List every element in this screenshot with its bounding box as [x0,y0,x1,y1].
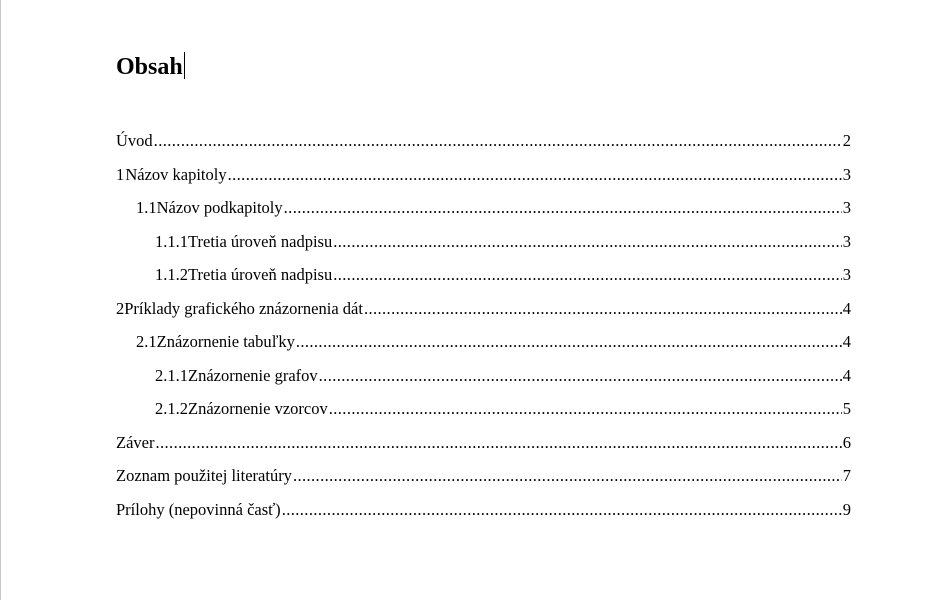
toc-entry[interactable] [116,131,851,165]
toc-entry-page: 4 [842,332,851,351]
toc-entry-title: Znázornenie tabuľky [156,332,295,351]
toc-entry[interactable] [116,366,851,400]
toc-entry[interactable] [116,433,851,467]
toc-entry[interactable] [116,332,851,366]
toc-heading[interactable] [116,51,185,83]
dot-leader [293,466,842,486]
dot-leader [296,332,842,352]
toc-entry-number: 1.1.1 [155,231,188,251]
toc-entry-number: 1 [116,164,125,184]
toc-entry-page: 6 [842,432,851,452]
toc-entry-number: 2.1.2 [155,399,188,418]
toc-entry-page: 2 [842,131,851,150]
toc-entry-title: Záver [116,432,155,452]
dot-leader [333,232,842,252]
toc-entry[interactable] [116,466,851,500]
toc-entry-title: Príklady grafického znázornenia dát [124,298,363,318]
toc-heading-text: Obsah [116,54,183,80]
dot-leader [284,198,842,218]
toc-entry-page: 3 [842,164,851,184]
toc-entry-number: 2.1.1 [155,365,188,385]
toc-entry-page: 3 [842,198,851,217]
dot-leader [154,131,842,151]
toc-entry-title: Názov podkapitoly [156,198,283,217]
toc-entry[interactable] [116,198,851,232]
dot-leader [333,265,842,285]
toc-entry-title: Prílohy (nepovinná časť) [116,499,281,519]
toc-entry-title: Názov kapitoly [125,164,227,184]
dot-leader [155,433,841,453]
toc-entry-number: 2.1 [136,332,157,351]
toc-entry-page: 7 [842,466,851,485]
toc-entry-page: 5 [842,399,851,418]
toc-entry-title: Tretia úroveň nadpisu [188,265,333,284]
toc-entry-number: 1.1.2 [155,265,188,284]
text-cursor [184,52,185,79]
toc-entry-number: 1.1 [136,198,157,217]
toc-entry-title: Úvod [116,131,153,150]
toc-entry-page: 4 [842,365,851,385]
toc-entry-page: 3 [842,231,851,251]
toc-entry[interactable] [116,232,851,266]
toc-entry[interactable] [116,165,851,199]
toc-entry-title: Znázornenie grafov [188,365,318,385]
toc-entry[interactable] [116,500,851,534]
toc-entry-page: 3 [842,265,851,284]
dot-leader [282,500,842,520]
dot-leader [319,366,842,386]
table-of-contents [116,131,851,533]
dot-leader [228,165,842,185]
toc-entry-title: Tretia úroveň nadpisu [188,231,333,251]
toc-entry-page: 4 [842,298,851,318]
toc-entry-number: 2 [116,298,125,318]
toc-entry[interactable] [116,299,851,333]
toc-entry-page: 9 [842,499,851,519]
toc-entry-title: Znázornenie vzorcov [188,399,328,418]
toc-entry[interactable] [116,265,851,299]
dot-leader [364,299,842,319]
toc-entry-title: Zoznam použitej literatúry [116,466,292,485]
dot-leader [329,399,842,419]
toc-entry[interactable] [116,399,851,433]
